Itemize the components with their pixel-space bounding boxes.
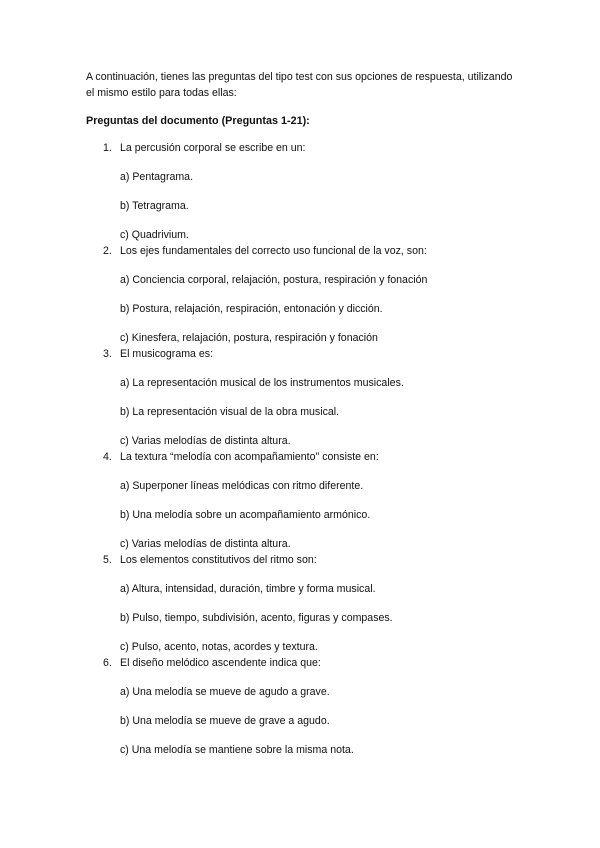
question-text: La percusión corporal se escribe en un:: [120, 142, 306, 154]
question-text: El musicograma es:: [120, 348, 214, 360]
answer-option-b: b) Pulso, tiempo, subdivisión, acento, figuras y compases.: [120, 612, 393, 624]
answer-option-b: b) Una melodía sobre un acompañamiento armónico.: [120, 509, 371, 521]
question-number: 3.: [103, 348, 112, 360]
question-number: 5.: [103, 554, 112, 566]
question-6: [0, 655, 600, 758]
question-text: El diseño melódico ascendente indica que:: [120, 657, 321, 669]
answer-option-a: a) Superponer líneas melódicas con ritmo diferente.: [120, 480, 364, 492]
question-1: [0, 140, 600, 243]
question-3: [0, 346, 600, 449]
answer-option-a: a) La representación musical de los instrumentos musicales.: [120, 377, 404, 389]
answer-option-b: b) Una melodía se mueve de grave a agudo.: [120, 715, 330, 727]
question-2: [0, 243, 600, 346]
answer-option-c: c) Pulso, acento, notas, acordes y textura.: [120, 641, 318, 653]
question-4: [0, 449, 600, 552]
answer-option-a: a) Una melodía se mueve de agudo a grave.: [120, 686, 330, 698]
question-5: [0, 552, 600, 655]
question-number: 1.: [103, 142, 112, 154]
question-number: 2.: [103, 245, 112, 257]
answer-option-b: b) Tetragrama.: [120, 200, 189, 212]
answer-option-c: c) Varias melodías de distinta altura.: [120, 538, 291, 550]
question-text: La textura “melodía con acompañamiento" consiste en:: [120, 451, 379, 463]
intro-paragraph: A continuación, tienes las preguntas del tipo test con sus opciones de respuesta, utilizando el mismo estilo para todas ellas:: [86, 71, 513, 99]
question-text: Los elementos constitutivos del ritmo son:: [120, 554, 317, 566]
answer-option-a: a) Pentagrama.: [120, 171, 194, 183]
answer-option-c: c) Una melodía se mantiene sobre la misma nota.: [120, 744, 354, 756]
answer-option-b: b) Postura, relajación, respiración, entonación y dicción.: [120, 303, 383, 315]
answer-option-c: c) Varias melodías de distinta altura.: [120, 435, 291, 447]
answer-option-c: c) Quadrivium.: [120, 229, 189, 241]
question-number: 4.: [103, 451, 112, 463]
answer-option-c: c) Kinesfera, relajación, postura, respiración y fonación: [120, 332, 378, 344]
answer-option-a: a) Altura, intensidad, duración, timbre y forma musical.: [120, 583, 376, 595]
question-text: Los ejes fundamentales del correcto uso funcional de la voz, son:: [120, 245, 427, 257]
question-list: [0, 140, 600, 758]
answer-option-b: b) La representación visual de la obra musical.: [120, 406, 340, 418]
answer-option-a: a) Conciencia corporal, relajación, postura, respiración y fonación: [120, 274, 428, 286]
section-title: Preguntas del documento (Preguntas 1-21):: [86, 115, 310, 127]
question-number: 6.: [103, 657, 112, 669]
